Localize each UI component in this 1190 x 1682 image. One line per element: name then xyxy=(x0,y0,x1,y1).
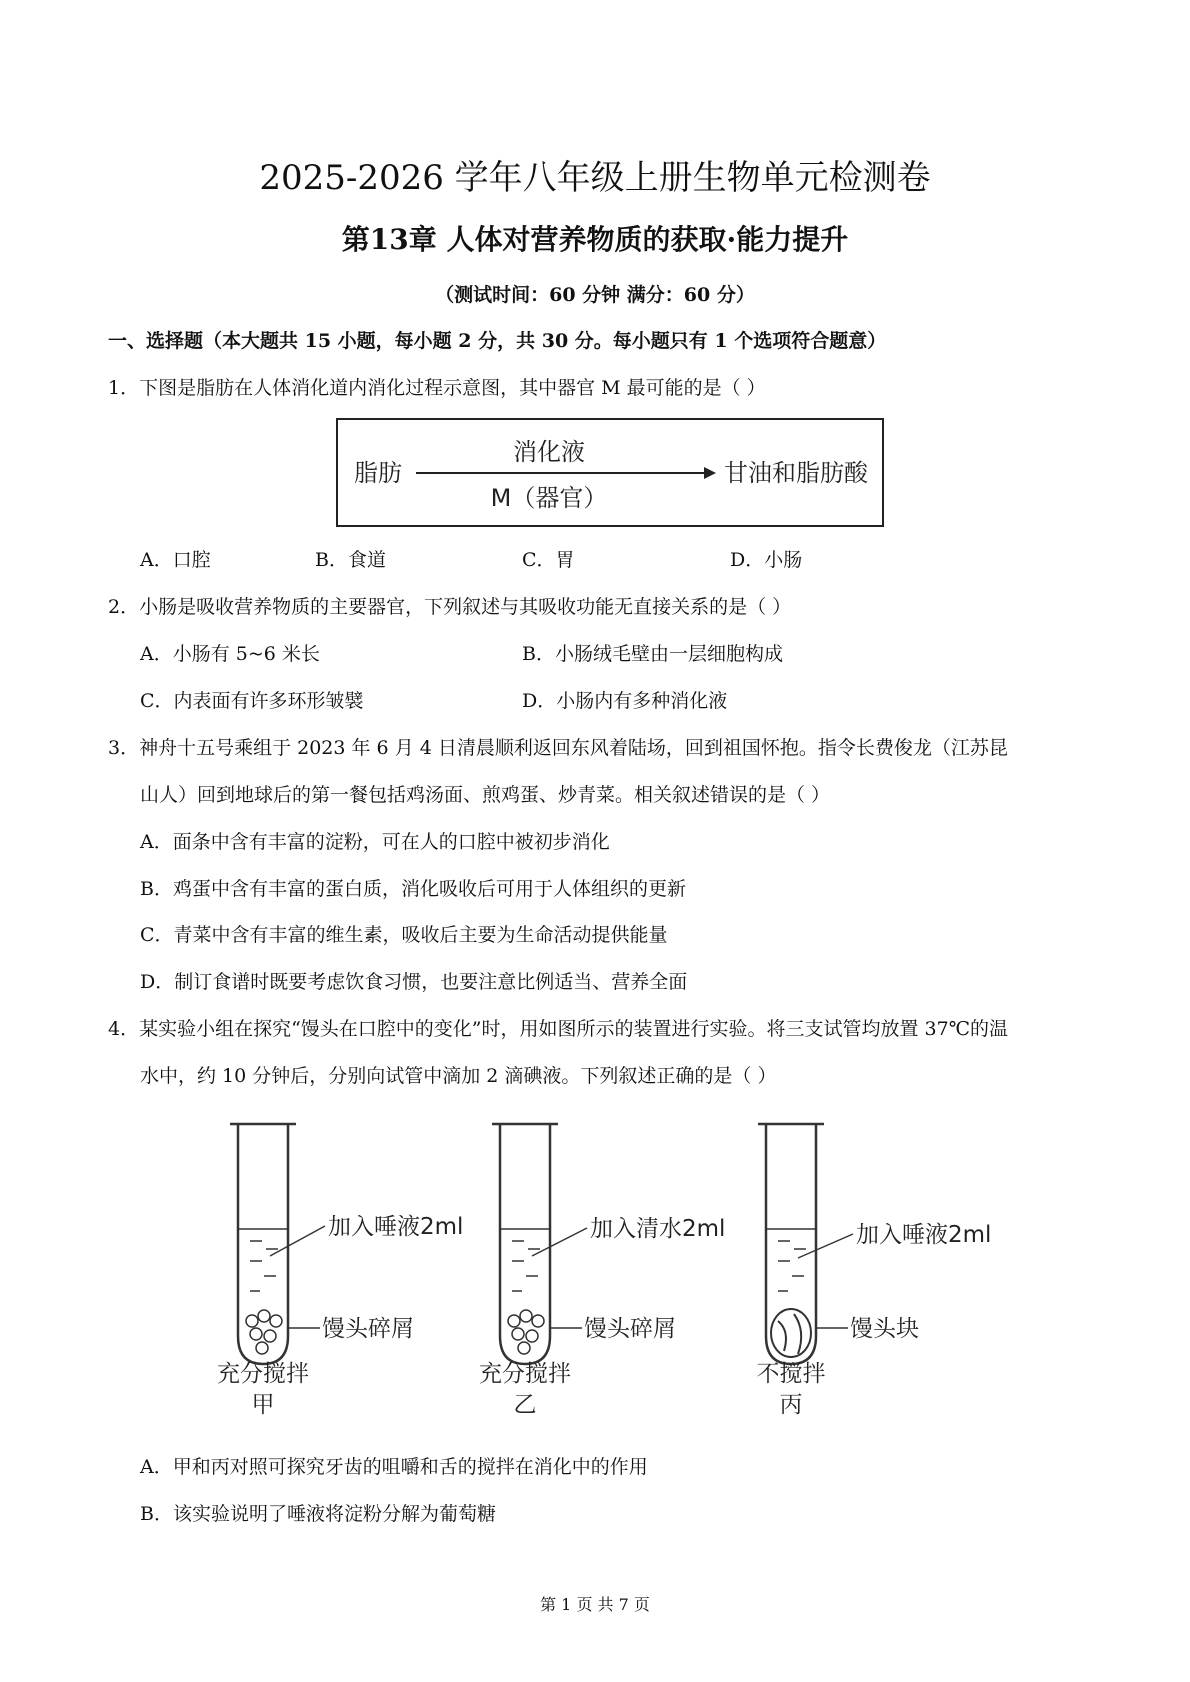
q3-option-d: D．制订食谱时既要考虑饮食习惯，也要注意比例适当、营养全面 xyxy=(140,971,688,993)
tube-jia-liquid-label: 加入唾液2ml xyxy=(328,1214,464,1240)
q2-option-b: B．小肠绒毛壁由一层细胞构成 xyxy=(522,643,783,665)
q2-option-d: D．小肠内有多种消化液 xyxy=(522,690,728,712)
q4-option-a: A．甲和丙对照可探究牙齿的咀嚼和舌的搅拌在消化中的作用 xyxy=(140,1456,648,1478)
diagram-right-label: 甘油和脂肪酸 xyxy=(724,459,868,487)
page-title: 2025-2026 学年八年级上册生物单元检测卷 xyxy=(259,158,931,198)
question-3-stem-line1: 3．神舟十五号乘组于 2023 年 6 月 4 日清晨顺利返回东风着陆场，回到祖国怀抱。指令长费俊龙（江苏昆 xyxy=(108,737,1008,759)
diagram-left-label: 脂肪 xyxy=(354,459,402,487)
q1-option-c: C．胃 xyxy=(522,549,575,571)
q1-option-a: A．口腔 xyxy=(140,549,211,571)
q3-option-c: C．青菜中含有丰富的维生素，吸收后主要为生命活动提供能量 xyxy=(140,924,668,946)
tube-yi-action-label: 充分搅拌 xyxy=(479,1361,571,1387)
exam-meta: （测试时间：60 分钟 满分：60 分） xyxy=(435,284,755,306)
tube-bing-name: 丙 xyxy=(779,1392,803,1416)
q2-option-a: A．小肠有 5~6 米长 xyxy=(140,643,320,665)
test-tube-diagram xyxy=(200,1116,1020,1416)
tube-yi-liquid-label: 加入清水2ml xyxy=(590,1216,726,1242)
question-3-stem-line2: 山人）回到地球后的第一餐包括鸡汤面、煎鸡蛋、炒青菜。相关叙述错误的是（ ） xyxy=(140,784,831,806)
question-2-stem: 2．小肠是吸收营养物质的主要器官，下列叙述与其吸收功能无直接关系的是（ ） xyxy=(108,596,792,618)
q4-option-b: B．该实验说明了唾液将淀粉分解为葡萄糖 xyxy=(140,1503,496,1525)
question-4-stem-line2: 水中，约 10 分钟后，分别向试管中滴加 2 滴碘液。下列叙述正确的是（ ） xyxy=(140,1065,777,1087)
tube-jia-name: 甲 xyxy=(251,1392,275,1416)
tube-bing xyxy=(757,1124,992,1416)
q1-option-b: B．食道 xyxy=(315,549,386,571)
section-heading: 一、选择题（本大题共 15 小题，每小题 2 分，共 30 分。每小题只有 1 个选项符合题意） xyxy=(108,330,887,352)
q2-option-c: C．内表面有许多环形皱襞 xyxy=(140,690,364,712)
tube-bing-action-label: 不搅拌 xyxy=(756,1361,826,1387)
diagram-bottom-label: M（器官） xyxy=(490,484,608,512)
tube-bing-liquid-label: 加入唾液2ml xyxy=(856,1222,992,1248)
fat-digestion-diagram xyxy=(336,418,884,528)
tube-yi xyxy=(479,1124,725,1416)
question-4-stem-line1: 4．某实验小组在探究“馒头在口腔中的变化”时，用如图所示的装置进行实验。将三支试管均放置 37℃的温 xyxy=(108,1018,1008,1040)
q1-option-d: D．小肠 xyxy=(730,549,803,571)
page-number: 第 1 页 共 7 页 xyxy=(540,1595,650,1614)
q3-option-b: B．鸡蛋中含有丰富的蛋白质，消化吸收后可用于人体组织的更新 xyxy=(140,878,686,900)
diagram-top-label: 消化液 xyxy=(513,438,585,466)
q3-option-a: A．面条中含有丰富的淀粉，可在人的口腔中被初步消化 xyxy=(140,831,610,853)
question-1-stem: 1．下图是脂肪在人体消化道内消化过程示意图，其中器官 M 最可能的是（ ） xyxy=(108,377,766,399)
tube-jia-solid-label: 馒头碎屑 xyxy=(322,1316,414,1342)
tube-yi-name: 乙 xyxy=(513,1392,537,1416)
tube-bing-solid-label: 馒头块 xyxy=(850,1316,919,1342)
tube-jia xyxy=(217,1124,463,1416)
tube-yi-solid-label: 馒头碎屑 xyxy=(584,1316,676,1342)
page-subtitle: 第13章 人体对营养物质的获取·能力提升 xyxy=(341,223,849,256)
tube-jia-action-label: 充分搅拌 xyxy=(217,1361,309,1387)
